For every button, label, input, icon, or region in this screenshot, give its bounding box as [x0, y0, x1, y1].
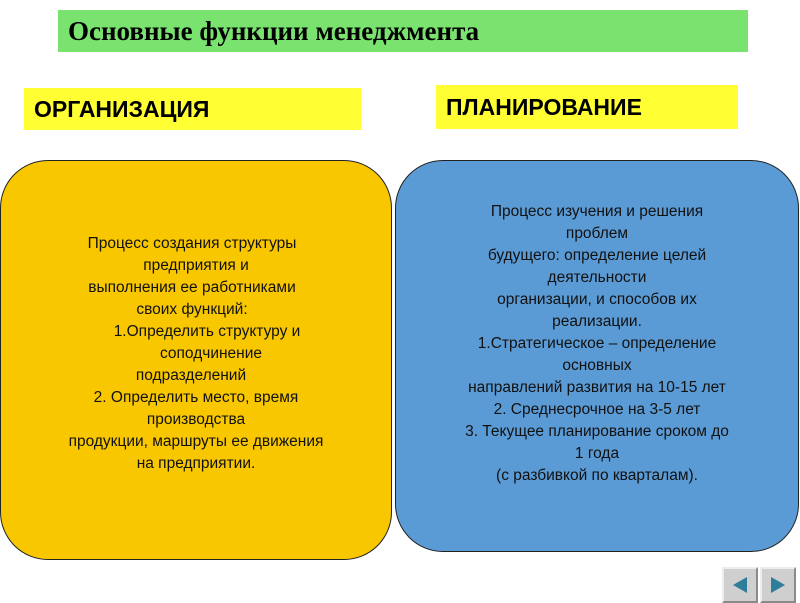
- plan-line: 2. Среднесрочное на 3-5 лет: [493, 401, 701, 418]
- plan-line: основных: [562, 357, 632, 374]
- org-line: на предприятии.: [136, 455, 256, 472]
- planning-card: [395, 160, 799, 552]
- plan-line: проблем: [565, 225, 629, 242]
- organization-label: ОРГАНИЗАЦИЯ: [24, 88, 361, 130]
- org-line: предприятия и: [143, 257, 249, 274]
- organization-card: [0, 160, 392, 560]
- plan-line: организации, и способов их: [497, 291, 697, 308]
- org-line: 2. Определить место, время: [93, 389, 299, 406]
- plan-line: 1 года: [574, 445, 620, 462]
- next-button[interactable]: [760, 567, 796, 603]
- org-line: Процесс создания структуры: [87, 235, 297, 252]
- plan-line: (с разбивкой по кварталам).: [496, 467, 698, 484]
- plan-line: реализации.: [552, 313, 642, 330]
- back-button[interactable]: [722, 567, 758, 603]
- org-line: производства: [146, 411, 246, 428]
- play-triangle-icon: [767, 574, 789, 596]
- org-line: 1.Определить структуру и: [113, 323, 301, 340]
- org-line: подразделений: [135, 367, 247, 384]
- org-line: продукции, маршруты ее движения: [68, 433, 324, 450]
- plan-line: 3. Текущее планирование сроком до: [465, 423, 729, 440]
- back-triangle-icon: [729, 574, 751, 596]
- plan-line: направлений развития на 10-15 лет: [468, 379, 726, 396]
- plan-line: будущего: определение целей: [487, 247, 707, 264]
- org-line: своих функций:: [136, 301, 248, 318]
- plan-line: 1.Стратегическое – определение: [477, 335, 717, 352]
- planning-label: ПЛАНИРОВАНИЕ: [436, 85, 738, 129]
- org-line: выполнения ее работниками: [88, 279, 296, 296]
- title-bar: [58, 10, 748, 52]
- plan-line: деятельности: [547, 269, 647, 286]
- page-title: Основные функции менеджмента: [68, 15, 480, 46]
- plan-line: Процесс изучения и решения: [490, 203, 704, 220]
- org-line: соподчинение: [159, 345, 262, 362]
